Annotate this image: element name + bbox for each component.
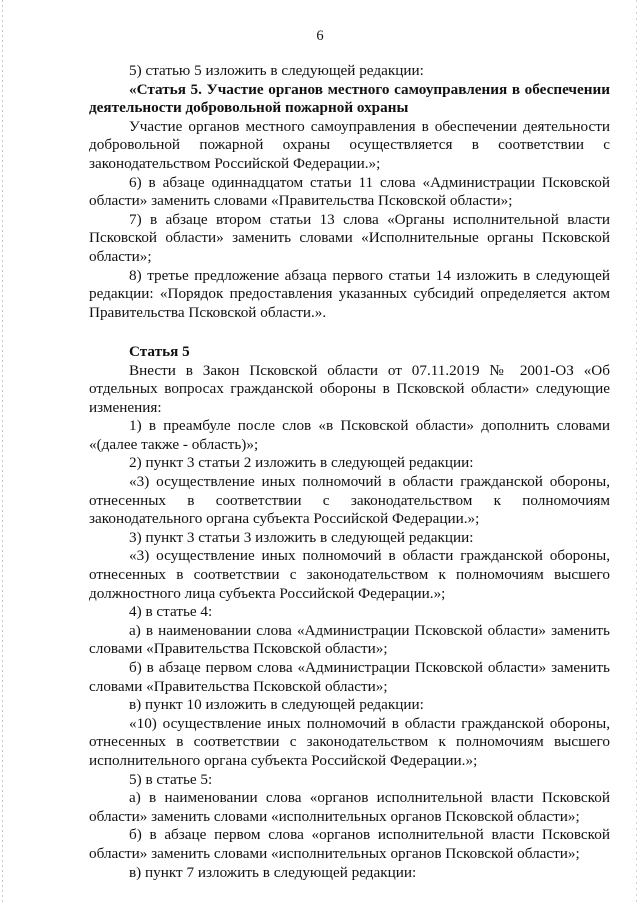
article-heading: Статья 5 — [129, 342, 190, 360]
paragraph-item-8: 8) третье предложение абзаца первого статьи 14 изложить в следующей редакции: «Порядок предоставления указанных субсидий определяется актом Правительства Псковской области.». — [89, 266, 610, 321]
page-number: 6 — [316, 28, 324, 44]
section-gap — [89, 322, 610, 341]
scan-edge-left — [2, 0, 3, 905]
document-body — [89, 62, 610, 882]
paragraph-article-5-text: Участие органов местного самоуправления в обеспечении деятельности добровольной пожарной охраны осуществляется в соответствии с законодательством Российской Федерации.»; — [89, 117, 610, 172]
paragraph-intro: Внести в Закон Псковской области от 07.11.2019 № 2001-ОЗ «Об отдельных вопросах гражданской обороны в Псковской области» следующие изменения: — [89, 361, 610, 416]
paragraph-item-4a: а) в наименовании слова «Администрации Псковской области» заменить словами «Правительства Псковской области»; — [89, 621, 610, 658]
paragraph-item-3: 3) пункт 3 статьи 3 изложить в следующей редакции: — [129, 528, 474, 546]
paragraph-quote-2: «3) осуществление иных полномочий в области гражданской обороны, отнесенных в соответствии с законодательством к полномочиям законодательного органа субъекта Российской Федерации.»; — [89, 473, 610, 528]
paragraph-item-5a: а) в наименовании слова «органов исполнительной власти Псковской области» заменить словами «исполнительных органов Псковской области»; — [89, 789, 610, 825]
paragraph-quote-3: «3) осуществление иных полномочий в области гражданской обороны, отнесенных в соответствии с законодательством к полномочиям высшего должностного лица субъекта Российской Федерации.»; — [89, 547, 610, 602]
paragraph-item-4v: в) пункт 10 изложить в следующей редакции: — [129, 696, 424, 714]
paragraph-item-6: 6) в абзаце одиннадцатом статьи 11 слова «Администрации Псковской области» заменить словами «Правительства Псковской области»; — [89, 173, 610, 210]
paragraph-item-7: 7) в абзаце втором статьи 13 слова «Органы исполнительной власти Псковской области» заменить словами «Исполнительные органы Псковской области»; — [89, 210, 610, 265]
paragraph-item-5v: в) пункт 7 изложить в следующей редакции: — [129, 863, 417, 881]
scan-edge-right — [636, 0, 637, 905]
paragraph-item-5b: б) в абзаце первом слова «органов исполнительной власти Псковской области» заменить словами «исполнительных органов Псковской области»; — [89, 826, 610, 862]
paragraph-item-2: 2) пункт 3 статьи 2 изложить в следующей редакции: — [129, 454, 474, 472]
paragraph-item-4: 4) в статье 4: — [129, 603, 213, 621]
paragraph-item-4b: б) в абзаце первом слова «Администрации Псковской области» заменить словами «Правительства Псковской области»; — [89, 659, 610, 695]
paragraph-quote-10: «10) осуществление иных полномочий в области гражданской обороны, отнесенных в соответствии с законодательством к полномочиям высшего исполнительного органа субъекта Российской Федерации.»; — [89, 714, 610, 769]
paragraph-item-5: 5) статью 5 изложить в следующей редакции: — [129, 62, 424, 79]
paragraph-item-5-art5: 5) в статье 5: — [129, 770, 213, 788]
paragraph-item-1: 1) в преамбуле после слов «в Псковской области» дополнить словами «(далее также - область)»; — [89, 417, 610, 453]
article-5-heading-quoted: «Статья 5. Участие органов местного самоуправления в обеспечении деятельности добровольной пожарной охраны — [89, 80, 610, 117]
